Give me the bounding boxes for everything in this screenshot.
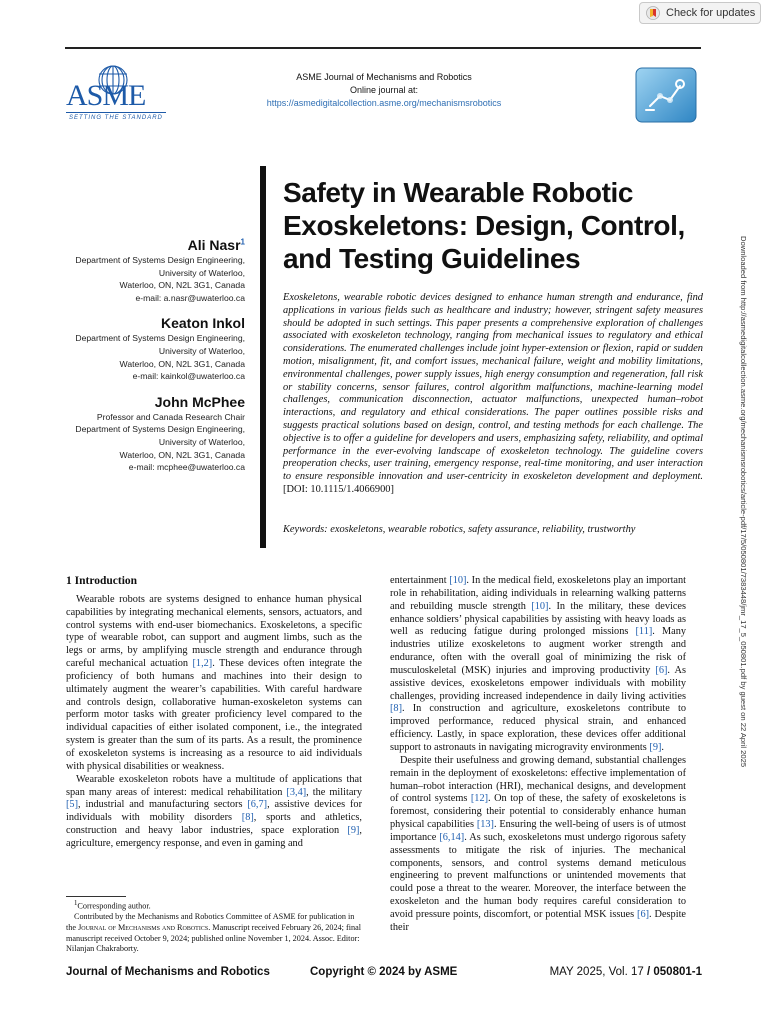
citation-link[interactable]: [9] xyxy=(649,741,662,753)
abstract-text: Exoskeletons, wearable robotic devices designed to enhance human strength and endurance, find applications in various fields such as healthcare and industry; however, stringent safety measures should be adopted in such settings. This paper presents a comprehensive exploration of challenges associated with exoskeleton technology, ranging from mechanical issues to regulatory and ethical considerations. The enumerated challenges include joint hyper-extension or flexion, rapid or sudden motion, misalignment, fit, and comfort issues, mechanical failure, weight and mobility limitations, environmental challenges, power supply issues, high energy consumption and regeneration, fall risk or stability concerns, sensor failures, control algorithm malfunctions, machine-learning model challenges, communication disconnection, actuator malfunctions, unexpected human–robot interactions, and regulatory and ethical considerations. The paper outlines possible risks and suggests practical solutions based on design, control, and testing methods for each challenge. The objective is to offer a guideline for developers and users, emphasizing safety, reliability, and optimal performance in the ever-evolving landscape of exoskeleton technology. The guideline covers preoperation checks, user training, emergency response, real-time monitoring, and user interaction to ensure responsible innovation and user-centricity in exoskeleton development and deployment. xyxy=(283,292,703,483)
footer-copyright: Copyright © 2024 by ASME xyxy=(310,966,458,978)
paragraph-text: entertainment xyxy=(390,575,450,586)
author-affiliation: Professor and Canada Research Chair Department of Systems Design Engineering, University of Waterloo, Waterloo, ON, N2L 3G1, Canada e-mail: mcphee@uwaterloo.ca xyxy=(75,411,245,473)
title-accent-bar xyxy=(260,166,266,548)
title-line: Exoskeletons: Design, Control, xyxy=(283,210,685,241)
footnote xyxy=(66,899,362,955)
crossmark-icon xyxy=(646,6,660,20)
author-block xyxy=(60,314,245,382)
footnote-rule xyxy=(66,896,126,897)
citation-link[interactable]: [1,2] xyxy=(192,658,213,670)
citation-link[interactable]: [10] xyxy=(531,600,549,612)
paragraph-text: . Despite their xyxy=(390,908,686,933)
paragraph xyxy=(390,755,686,935)
author-block xyxy=(60,393,245,474)
citation-link[interactable]: [6,7] xyxy=(247,799,268,811)
journal-header xyxy=(200,71,568,110)
author-list xyxy=(60,236,245,484)
author-affiliation: Department of Systems Design Engineering, University of Waterloo, Waterloo, ON, N2L 3G1, Canada e-mail: a.nasr@uwaterloo.ca xyxy=(75,255,245,303)
paragraph xyxy=(390,575,686,755)
logo-tagline: SETTING THE STANDARD xyxy=(69,115,163,121)
page-footer xyxy=(66,966,702,982)
logo-divider xyxy=(66,112,166,113)
asme-logo xyxy=(66,62,170,124)
paragraph-text: , sports and athletics, construction and heavy labor industries, space exploration xyxy=(66,812,362,837)
keywords: Keywords: exoskeletons, wearable robotics, safety assurance, reliability, trustworthy xyxy=(283,524,636,535)
citation-link[interactable]: [6,14] xyxy=(439,831,465,843)
paragraph-text: . xyxy=(661,741,664,753)
citation-link[interactable]: [3,4] xyxy=(286,786,307,798)
paragraph-text: . In construction and agriculture, exoskeletons contribute to improved performance, reduced physical strain, and enhanced efficiency. Lastly, in space exploration, these devices offer additional support to astronauts in navigating microgravity environments xyxy=(390,703,686,753)
paragraph-text: . Many industries utilize exoskeletons to augment worker strength and endurance, often with the overall goal of minimizing the risk of musculoskeletal (MSK) injuries and improving productivity xyxy=(390,626,687,676)
paper-title xyxy=(283,176,703,275)
download-watermark: Downloaded from http://asmedigitalcollection.asme.org/mechanismsrobotics/article-pdf/17/5/050801/7383448/jmr_17_5_050801.pdf by guest on 22 April 2025 xyxy=(739,236,748,768)
author-name: Ali Nasr$^1$ xyxy=(187,237,245,253)
footer-page-info: MAY 2025, Vol. 17 / 050801-1 xyxy=(549,966,702,978)
footer-journal: Journal of Mechanisms and Robotics xyxy=(66,966,270,978)
title-line: and Testing Guidelines xyxy=(283,243,581,274)
footnote-marker[interactable]: 1 xyxy=(240,237,245,247)
paragraph-text: . Ensuring the well-being of users is of utmost importance xyxy=(390,819,686,843)
paragraph-text: Wearable exoskeleton robots have a multitude of applications that span many areas of interest: medical rehabilitation xyxy=(66,773,362,798)
citation-link[interactable]: [6] xyxy=(655,664,668,676)
online-label: Online journal at: xyxy=(349,85,419,95)
citation-link[interactable]: [11] xyxy=(635,626,653,638)
citation-link[interactable]: [9] xyxy=(347,825,360,837)
footnote-contribution: Contributed by the Mechanisms and Robotics Committee of ASME for publication in the Journal of Mechanisms and Robotics. Manuscript received February 26, 2024; final manuscript received October 9, 2024; published online November 1, 2024. Assoc. Editor: Nilanjan Chakraborty. xyxy=(66,912,361,954)
doi-link[interactable]: [DOI: 10.1115/1.4066900] xyxy=(283,483,394,495)
check-for-updates-label: Check for updates xyxy=(666,7,756,19)
paragraph xyxy=(66,594,362,774)
paragraph-text: , industrial and manufacturing sectors xyxy=(78,799,248,811)
paragraph-text: . As assistive devices, exoskeletons empower individuals with mobility challenges, providing increased independence in daily living activities xyxy=(390,664,687,702)
citation-link[interactable]: [8] xyxy=(241,812,254,824)
paragraph-text: . These devices often integrate the proficiency of both humans and machines into their design to ultimately augment the wearer’s capabilities. With careful hardware and controls design, collaborative human-exoskeleton systems can perform motor tasks with greater proficiency level compared to the individual capacities of either isolated component, i.e., the integrated system is greater than the sum of its parts. As a result, the prominence of exoskeleton systems is increasing as a resource to aid individuals with physical disabilities or weakness. xyxy=(66,658,362,772)
paragraph-text: Despite their usefulness and growing demand, substantial challenges remain in the deployment of exoskeletons: effective implementation of human–robot interaction (HRI), mechanical designs, and development of control systems xyxy=(390,754,686,805)
citation-link[interactable]: [8] xyxy=(390,703,403,715)
paragraph-text: . As such, exoskeletons must undergo rigorous safety assessments to mitigate the risk of injuries. The mechanical components, sensors, and control systems demand meticulous engineering to prevent malfunctions or unintended movements that could pose a threat to the wearer. Moreover, the interface between the exoskeleton and the human body requires careful consideration to avoid pressure points, discomfort, or potential MSK issues xyxy=(390,831,686,920)
citation-link[interactable]: [12] xyxy=(470,793,489,805)
paragraph xyxy=(66,774,362,851)
paragraph-text: , agriculture, emergency response, and even in gaming and xyxy=(66,825,362,849)
body-column-right xyxy=(390,575,686,935)
citation-link[interactable]: [10] xyxy=(449,575,467,586)
paragraph-text: . In the medical field, exoskeletons play an important role in rehabilitation, aiding individuals in relearning walking patterns and rebuilding muscle strength xyxy=(390,575,687,612)
journal-url-link[interactable]: https://asmedigitalcollection.asme.org/mechanismsrobotics xyxy=(266,98,502,108)
paragraph-text: . In the military, these devices enhance soldiers’ physical capabilities by assisting with heavy loads as well as reducing fatigue during prolonged missions xyxy=(390,600,686,638)
title-line: Safety in Wearable Robotic xyxy=(283,177,634,208)
paragraph-text: , assistive devices for individuals with mobility disorders xyxy=(66,799,363,824)
header-rule xyxy=(65,47,701,49)
abstract xyxy=(283,292,703,497)
logo-wordmark: ASME xyxy=(66,79,146,112)
author-block xyxy=(60,236,245,304)
citation-link[interactable]: [6] xyxy=(637,908,650,920)
paragraph-text: . On top of these, the safety of exoskeletons is foremost, considering their potential to considerably enhance human physical capabilities xyxy=(390,793,687,831)
author-affiliation: Department of Systems Design Engineering, University of Waterloo, Waterloo, ON, N2L 3G1, Canada e-mail: kainkol@uwaterloo.ca xyxy=(75,333,245,382)
author-name: Keaton Inkol xyxy=(160,315,245,332)
paragraph-text: , the military xyxy=(306,786,362,798)
journal-cover-icon xyxy=(634,66,698,124)
citation-link[interactable]: [5] xyxy=(66,799,79,811)
section-heading: 1 Introduction xyxy=(66,575,138,587)
author-name: John McPhee xyxy=(154,393,245,410)
footnote-corresponding: $^1$Corresponding author. xyxy=(74,900,151,911)
body-column-left xyxy=(66,575,362,851)
journal-name: ASME Journal of Mechanisms and Robotics xyxy=(296,72,472,82)
citation-link[interactable]: [13] xyxy=(476,819,494,831)
paragraph-text: Wearable robots are systems designed to enhance human physical capabilities by integrating mechanical elements, sensors, actuators, and control systems with end-user biomechanics. Exoskeletons, a specific type of wearable robot, can support and augment limbs, such as the legs or arms, by amplifying muscle strength and endurance through careful mechanical actuation xyxy=(66,593,362,670)
check-for-updates-button[interactable] xyxy=(639,2,761,24)
